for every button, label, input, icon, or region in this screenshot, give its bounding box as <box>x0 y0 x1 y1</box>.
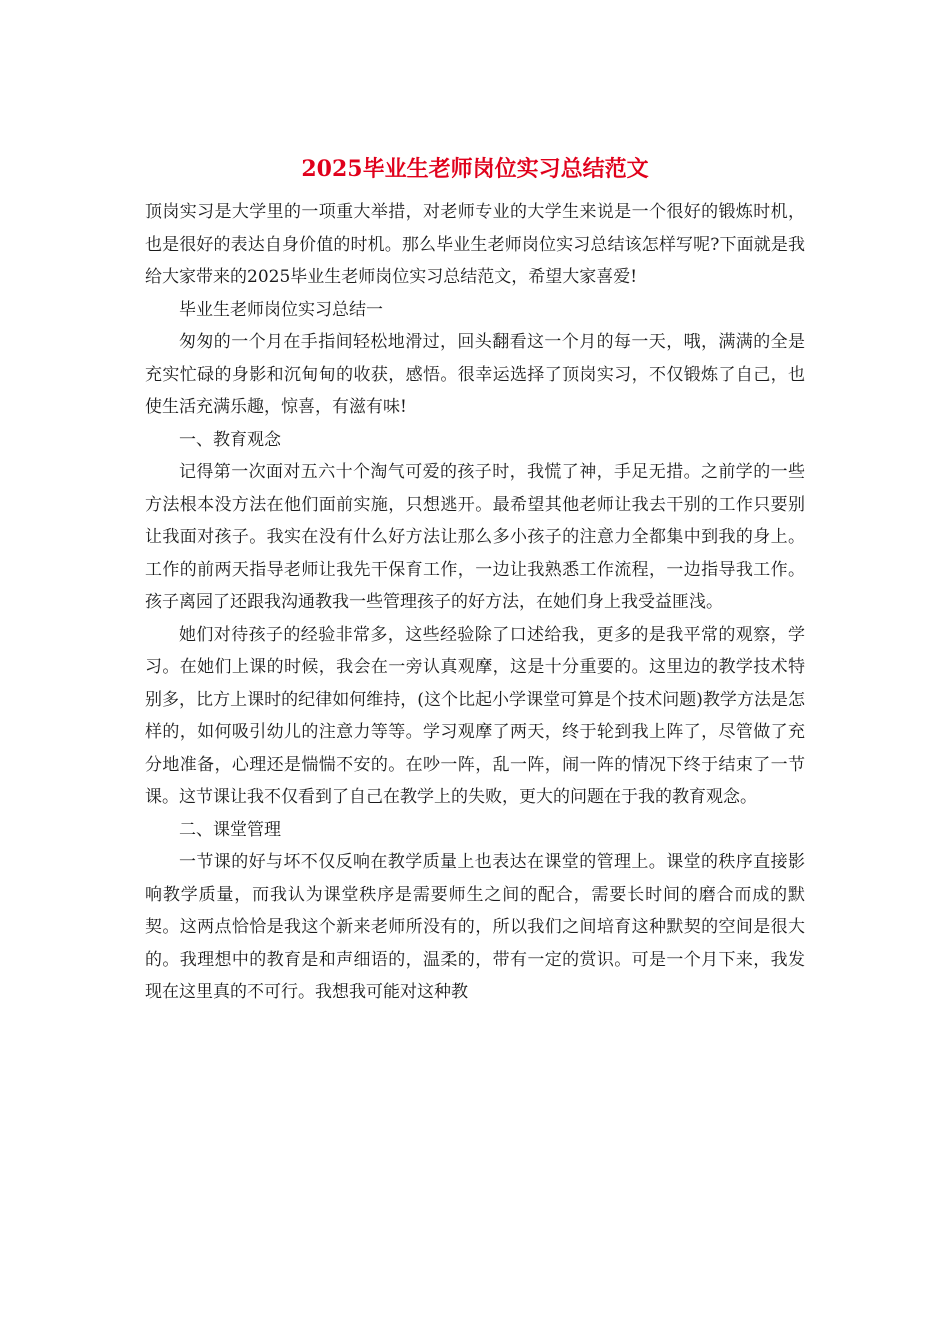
document-title: 2025毕业生老师岗位实习总结范文 <box>301 156 649 182</box>
body-paragraph: 匆匆的一个月在手指间轻松地滑过，回头翻看这一个月的每一天，哦，满满的全是充实忙碌的身影和沉甸甸的收获，感悟。很幸运选择了顶岗实习，不仅锻炼了自己，也使生活充满乐趣，惊喜，有滋有味! <box>145 332 805 417</box>
section-heading-classroom-management: 二、课堂管理 <box>179 819 281 840</box>
section-heading-summary-one: 毕业生老师岗位实习总结一 <box>179 299 383 320</box>
body-paragraph: 记得第一次面对五六十个淘气可爱的孩子时，我慌了神，手足无措。之前学的一些方法根本没方法在他们面前实施，只想逃开。最希望其他老师让我去干别的工作只要别让我面对孩子。我实在没有什么好方法让那么多小孩子的注意力全都集中到我的身上。工作的前两天指导老师让我先干保育工作，一边让我熟悉工作流程，一边指导我工作。孩子离园了还跟我沟通教我一些管理孩子的好方法，在她们身上我受益匪浅。 <box>145 462 805 612</box>
section-heading-education-concept: 一、教育观念 <box>179 429 281 450</box>
body-paragraph: 她们对待孩子的经验非常多，这些经验除了口述给我，更多的是我平常的观察，学习。在她们上课的时候，我会在一旁认真观摩，这是十分重要的。这里边的教学技术特别多，比方上课时的纪律如何维持，(这个比起小学课堂可算是个技术问题)教学方法是怎样的，如何吸引幼儿的注意力等等。学习观摩了两天，终于轮到我上阵了，尽管做了充分地准备，心理还是惴惴不安的。在吵一阵，乱一阵，闹一阵的情况下终于结束了一节课。这节课让我不仅看到了自己在教学上的失败，更大的问题在于我的教育观念。 <box>145 624 805 807</box>
document-body <box>145 196 805 1009</box>
body-paragraph: 一节课的好与坏不仅反响在教学质量上也表达在课堂的管理上。课堂的秩序直接影响教学质量，而我认为课堂秩序是需要师生之间的配合，需要长时间的磨合而成的默契。这两点恰恰是我这个新来老师所没有的，所以我们之间培育这种默契的空间是很大的。我理想中的教育是和声细语的，温柔的，带有一定的赏识。可是一个月下来，我发现在这里真的不可行。我想我可能对这种教 <box>145 852 805 1002</box>
intro-paragraph: 顶岗实习是大学里的一项重大举措，对老师专业的大学生来说是一个很好的锻炼时机，也是很好的表达自身价值的时机。那么毕业生老师岗位实习总结该怎样写呢?下面就是我给大家带来的2025毕业生老师岗位实习总结范文，希望大家喜爱! <box>145 202 805 287</box>
